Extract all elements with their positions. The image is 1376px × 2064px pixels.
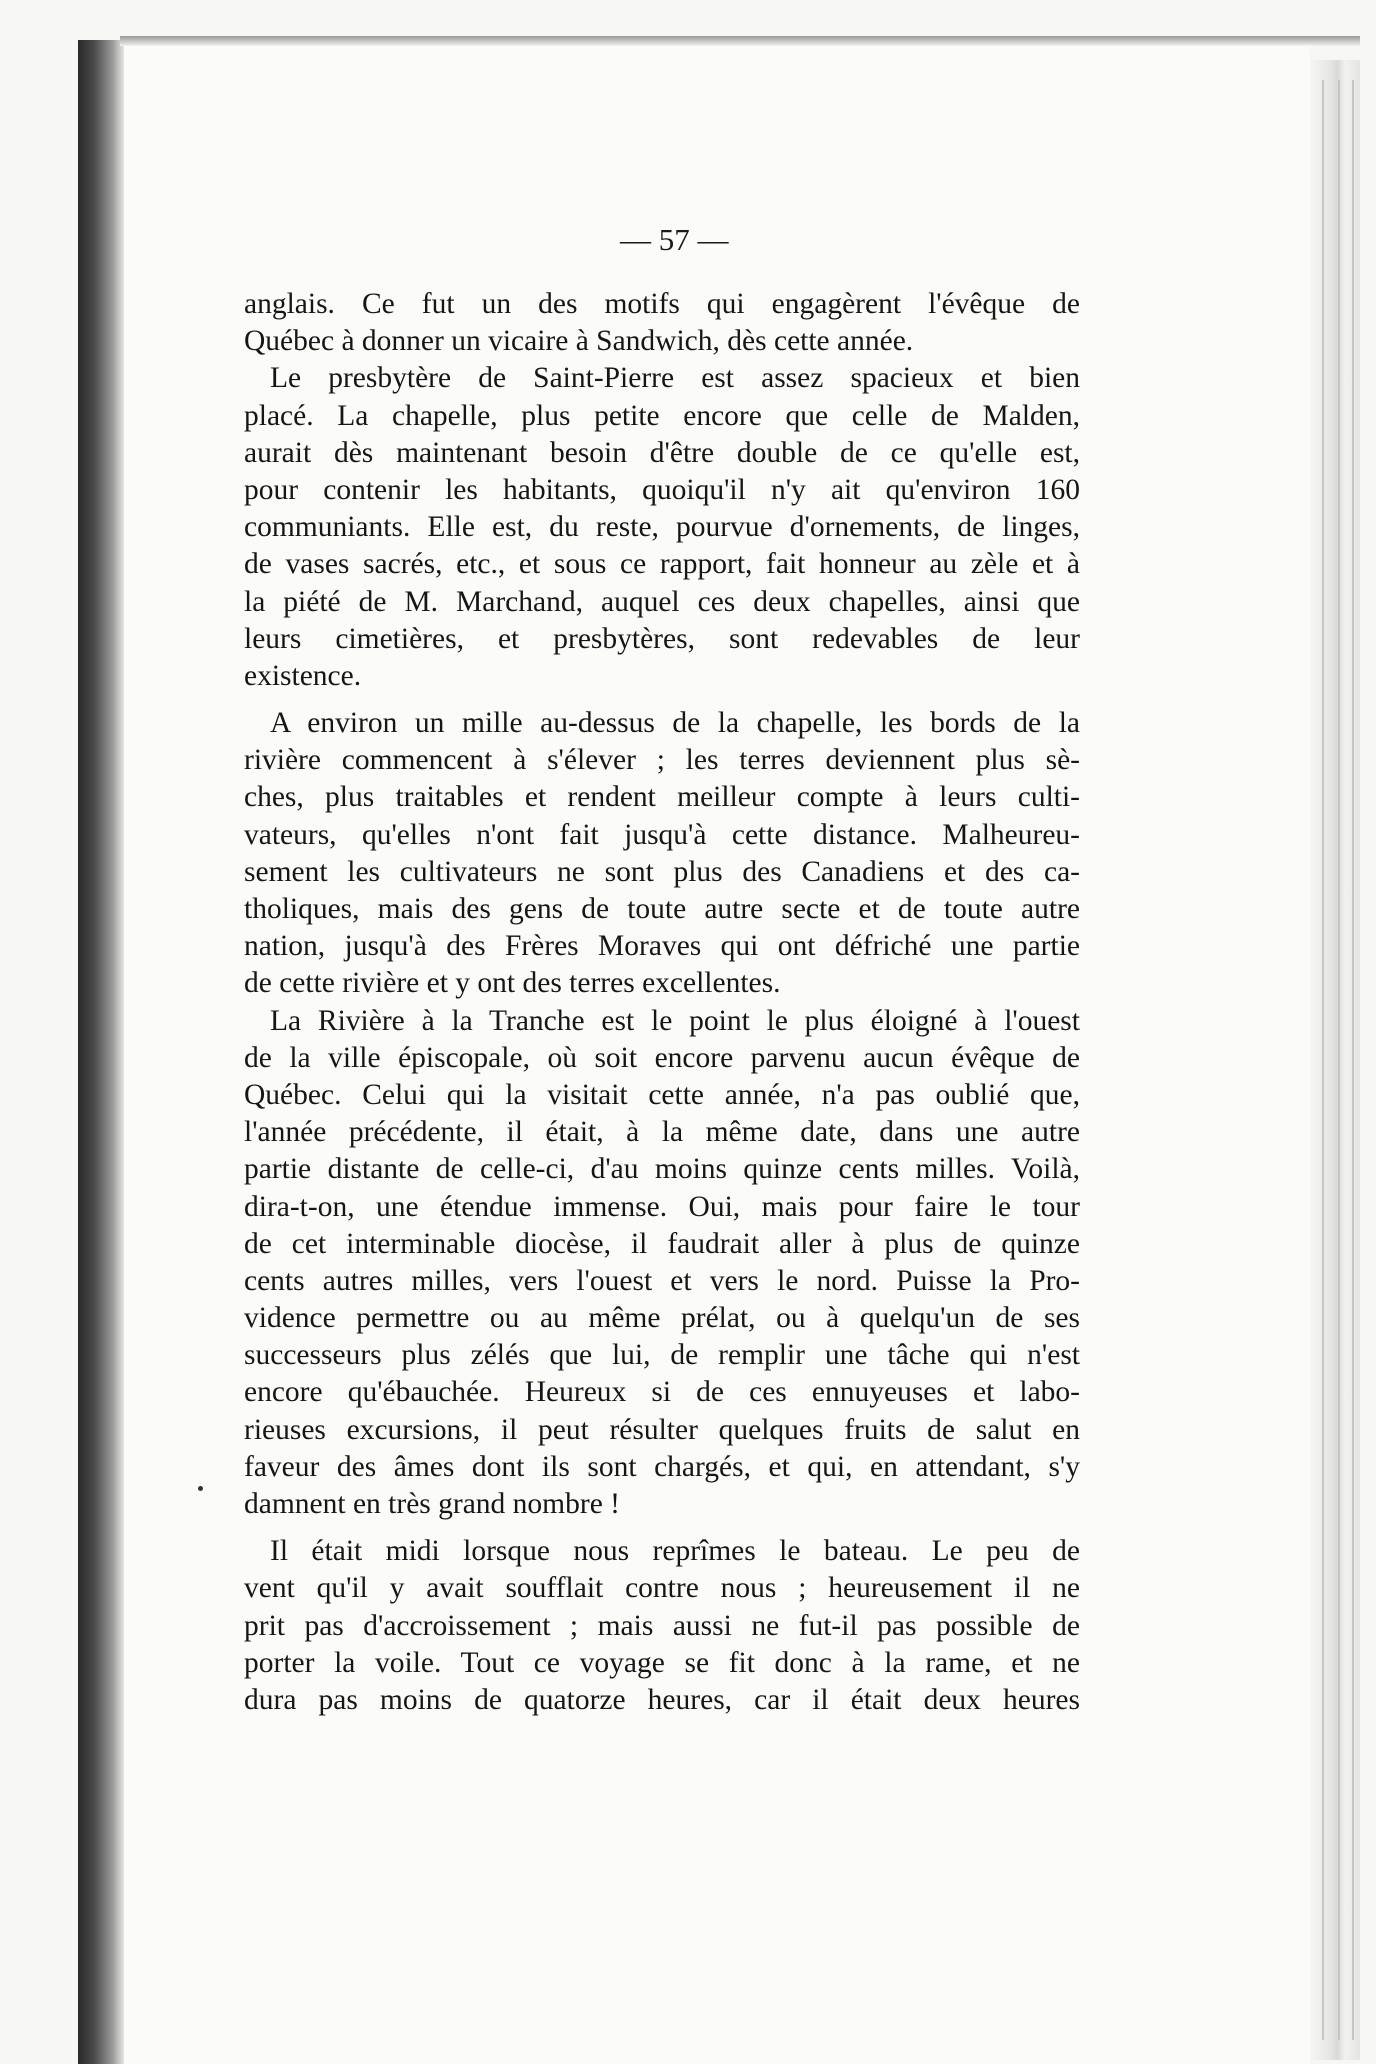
text-line: nation, jusqu'à des Frères Moraves qui ont défriché une partie [244,930,1080,963]
text-line: vidence permettre ou au même prélat, ou à quelqu'un de ses [244,1302,1080,1335]
text-line: sement les cultivateurs ne sont plus des Canadiens et des ca- [244,855,1080,888]
margin-mark [198,1486,203,1491]
text-line: tholiques, mais des gens de toute autre secte et de toute autre [244,893,1080,925]
text-line: de vases sacrés, etc., et sous ce rapport, fait honneur au zèle et à [244,548,1080,581]
text-line: de la ville épiscopale, où soit encore parvenu aucun évêque de [244,1041,1080,1074]
body-text [244,286,1080,1719]
text-line: cents autres milles, vers l'ouest et vers le nord. Puisse la Pro- [244,1264,1080,1297]
text-line: dura pas moins de quatorze heures, car il était deux heures [244,1683,1080,1716]
text-line: leurs cimetières, et presbytères, sont redevables de leur [244,622,1080,655]
text-line: la piété de M. Marchand, auquel ces deux chapelles, ainsi que [244,585,1080,618]
text-line: successeurs plus zélés que lui, de remplir une tâche qui n'est [244,1339,1080,1372]
text-line: Québec. Celui qui la visitait cette année, n'a pas oublié que, [244,1078,1080,1111]
text-line: encore qu'ébauchée. Heureux si de ces ennuyeuses et labo- [244,1376,1080,1409]
text-line: ches, plus traitables et rendent meilleur compte à leurs culti- [244,781,1080,814]
text-line: de cette rivière et y ont des terres excellentes. [244,967,781,1000]
page-number [0,222,1376,258]
text-line: l'année précédente, il était, à la même date, dans une autre [244,1116,1080,1149]
page-number-text: — 57 — [620,222,729,257]
text-line: communiants. Elle est, du reste, pourvue d'ornements, de linges, [244,511,1080,544]
text-line: prit pas d'accroissement ; mais aussi ne fut-il pas possible de [244,1609,1080,1642]
text-line: rivière commencent à s'élever ; les terres deviennent plus sè- [244,744,1080,777]
paragraph [244,1533,1080,1719]
page-edge-line [1352,80,1354,2040]
text-line: vateurs, qu'elles n'ont fait jusqu'à cette distance. Malheureu- [244,818,1080,851]
text-line: pour contenir les habitants, quoiqu'il n'y ait qu'environ 160 [244,473,1080,506]
text-line: Il était midi lorsque nous reprîmes le bateau. Le peu de [270,1535,1080,1568]
text-line: Québec à donner un vicaire à Sandwich, dès cette année. [244,325,914,358]
text-line: damnent en très grand nombre ! [244,1488,620,1520]
text-line: aurait dès maintenant besoin d'être double de ce qu'elle est, [244,436,1080,469]
text-line: porter la voile. Tout ce voyage se fit donc à la rame, et ne [244,1646,1080,1679]
text-line: La Rivière à la Tranche est le point le plus éloigné à l'ouest [270,1004,1080,1037]
page-edge-line [1338,80,1340,2040]
text-line: placé. La chapelle, plus petite encore que celle de Malden, [244,399,1080,432]
text-line: dira-t-on, une étendue immense. Oui, mais pour faire le tour [244,1190,1080,1223]
text-line: faveur des âmes dont ils sont chargés, et qui, en attendant, s'y [244,1450,1080,1483]
paragraph [244,705,1080,1003]
paragraph [244,1003,1080,1524]
text-line: rieuses excursions, il peut résulter quelques fruits de salut en [244,1413,1080,1446]
paragraph [244,360,1080,695]
book-spine-shadow [78,40,124,2064]
text-line: partie distante de celle-ci, d'au moins quinze cents milles. Voilà, [244,1153,1080,1186]
text-line: A environ un mille au-dessus de la chapelle, les bords de la [270,707,1080,740]
text-line: vent qu'il y avait soufflait contre nous ; heureusement il ne [244,1572,1080,1605]
text-line: anglais. Ce fut un des motifs qui engagèrent l'évêque de [244,288,1080,320]
text-line: de cet interminable diocèse, il faudrait aller à plus de quinze [244,1227,1080,1260]
page-top-edge [120,36,1360,46]
text-line: existence. [244,659,362,692]
page-edge-line [1322,80,1324,2040]
paragraph [244,286,1080,360]
text-line: Le presbytère de Saint-Pierre est assez spacieux et bien [270,362,1080,395]
